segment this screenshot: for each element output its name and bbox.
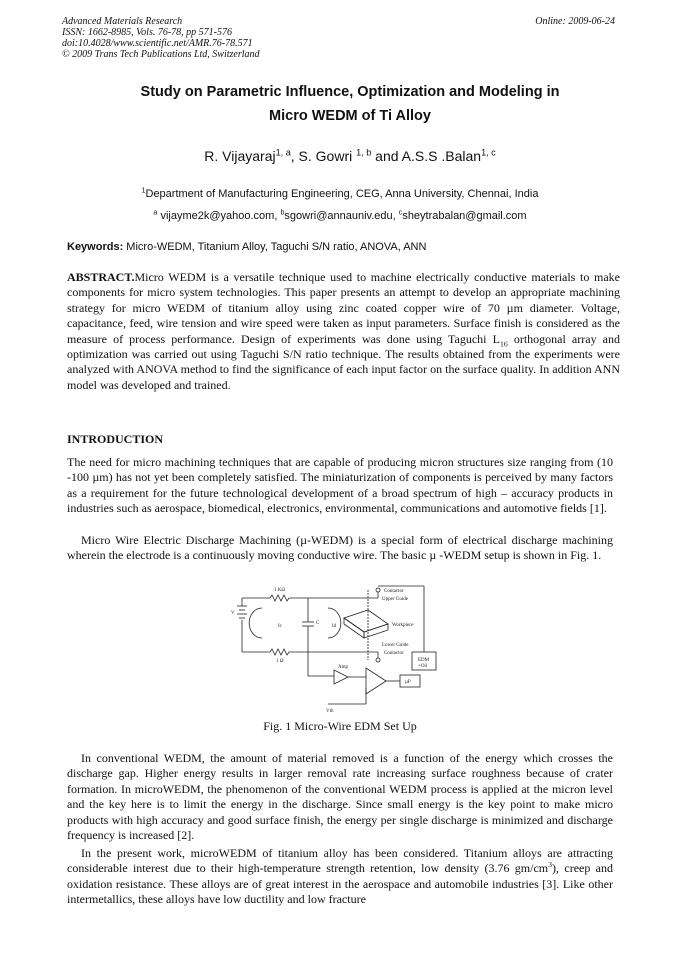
- intro-paragraph-4-b: ), creep and oxidation resistance. These alloys are of great interest in the aerospace and automobile industries [3]. Like other intermetallics, these alloys have low ductility and low fracture: [67, 861, 613, 907]
- section-heading-introduction: INTRODUCTION: [67, 432, 164, 446]
- affiliation-text: Department of Manufacturing Engineering, CEG, Anna University, Chennai, India: [145, 188, 539, 200]
- label-amp: Amp: [338, 665, 348, 670]
- abstract-text-b: orthogonal array and optimization was carried out using Taguchi S/N ratio technique. The results obtained from the experiments were analyzed with ANOVA method to find the significance of each input factor on the surface quality. In addition ANN model was developed and trained.: [67, 331, 620, 392]
- author-3: A.S.S .Balan: [401, 148, 482, 164]
- label-c: C: [316, 621, 320, 626]
- title-line-1: Study on Parametric Influence, Optimization and Modeling in: [140, 84, 560, 100]
- abstract-text-a: Micro WEDM is a versatile technique used to machine electrically conductive materials to make components for micro system technologies. This paper presents an attempt to develop an appropriate machining strategy for micro WEDM of titanium alloy using zinc coated copper wire of 70 µm diameter. Voltage, capacitance, feed, wire tension and wire speed were taken as input parameters. Surface finish is considered as the measure of process performance. Design of experiments was done using Taguchi L: [67, 270, 620, 346]
- author-list: [70, 148, 630, 164]
- keywords-text: Micro-WEDM, Titanium Alloy, Taguchi S/N ratio, ANOVA, ANN: [123, 241, 427, 253]
- affiliation-marker: 1: [141, 186, 146, 195]
- email-marker-c: c: [398, 208, 403, 217]
- label-vth: Vth: [326, 709, 334, 714]
- doi-line: doi:10.4028/www.scientific.net/AMR.76-78.571: [62, 38, 253, 49]
- label-r2: 1 Ω: [276, 659, 284, 664]
- figure-caption: Fig. 1 Micro-Wire EDM Set Up: [263, 719, 417, 733]
- label-contactor-bottom: Contactor: [384, 651, 404, 656]
- author-3-affil: 1, c: [481, 147, 496, 158]
- author-2-affil: 1, b: [356, 147, 372, 158]
- intro-paragraph-3: In conventional WEDM, the amount of material removed is a function of the energy which crosses the discharge gap. Higher energy results in larger removal rate increasing surface roughness because of crater formation. In microWEDM, the phenomenon of the conventional WEDM process is applied at the micron level and the key here is to limit the energy in the discharge. Since small energy is the key point to make micro products with high accuracy and good surface finish, the energy per single discharge is minimized and discharge frequency is increased [2].: [67, 751, 613, 843]
- affiliation: [60, 188, 620, 200]
- intro-paragraph-4-sup: 3: [548, 860, 553, 870]
- label-contactor-top: Contactor: [384, 589, 404, 594]
- email-marker-b: b: [280, 208, 285, 217]
- author-separator: and: [371, 148, 402, 164]
- email-marker-a: a: [153, 208, 158, 217]
- paper-title: [70, 80, 630, 128]
- journal-name: Advanced Materials Research: [62, 16, 183, 27]
- title-line-2: Micro WEDM of Ti Alloy: [269, 108, 431, 124]
- author-1: R. Vijayaraj: [204, 148, 276, 164]
- label-mu-p: µP: [405, 680, 411, 685]
- abstract: [67, 270, 620, 393]
- figure-micro-wedm-setup: [228, 580, 448, 716]
- label-edm: EDM: [418, 658, 430, 663]
- keywords-line: [67, 241, 627, 253]
- journal-header: [62, 16, 260, 60]
- email-b[interactable]: sgowri@annauniv.edu,: [284, 210, 399, 222]
- email-a[interactable]: vijayme2k@yahoo.com,: [157, 210, 281, 222]
- label-edm-oil: +Oil: [418, 664, 428, 669]
- intro-paragraph-2: Micro Wire Electric Discharge Machining (µ-WEDM) is a special form of electrical discharge machining wherein the electrode is a continuously moving conductive wire. The basic µ -WEDM setup is shown in Fig. 1.: [67, 533, 613, 563]
- label-upper-guide: Upper Guide: [382, 597, 408, 602]
- label-id: Id: [332, 624, 337, 629]
- keywords-label: Keywords:: [67, 241, 124, 253]
- copyright-line: © 2009 Trans Tech Publications Ltd, Switzerland: [62, 49, 260, 60]
- abstract-label: ABSTRACT.: [67, 270, 135, 284]
- circuit-diagram: [228, 580, 448, 716]
- email-line: [60, 210, 620, 222]
- label-r1: 1 KΩ: [274, 588, 286, 593]
- abstract-subscript: 16: [499, 339, 508, 349]
- author-2: S. Gowri: [298, 148, 357, 164]
- intro-paragraph-4-a: In the present work, microWEDM of titanium alloy has been considered. Titanium alloys are attracting considerable interest due to their high-temperature strength retention, low density (3.76 gm/cm: [67, 846, 613, 876]
- label-workpiece: Workpiece: [392, 623, 414, 628]
- issn-line: ISSN: 1662-8985, Vols. 76-78, pp 571-576: [62, 27, 232, 38]
- intro-paragraph-4: [67, 846, 613, 908]
- author-separator: ,: [290, 148, 299, 164]
- author-1-affil: 1, a: [275, 147, 291, 158]
- label-lower-guide: Lower Guide: [382, 643, 409, 648]
- label-ic: Ic: [278, 624, 282, 629]
- label-v: V: [231, 611, 235, 616]
- email-c[interactable]: sheytrabalan@gmail.com: [402, 210, 527, 222]
- intro-paragraph-1: The need for micro machining techniques that are capable of producing micron structures size ranging from (10 -100 µm) has not yet been completely satisfied. The miniaturization of components is perceived by many factors as a requirement for the future technological development of a broad spectrum of high – accuracy products in industries such as aerospace, biomedical, electronics, environmental, communications and automotive fields [1].: [67, 455, 613, 516]
- online-date: Online: 2009-06-24: [535, 16, 615, 27]
